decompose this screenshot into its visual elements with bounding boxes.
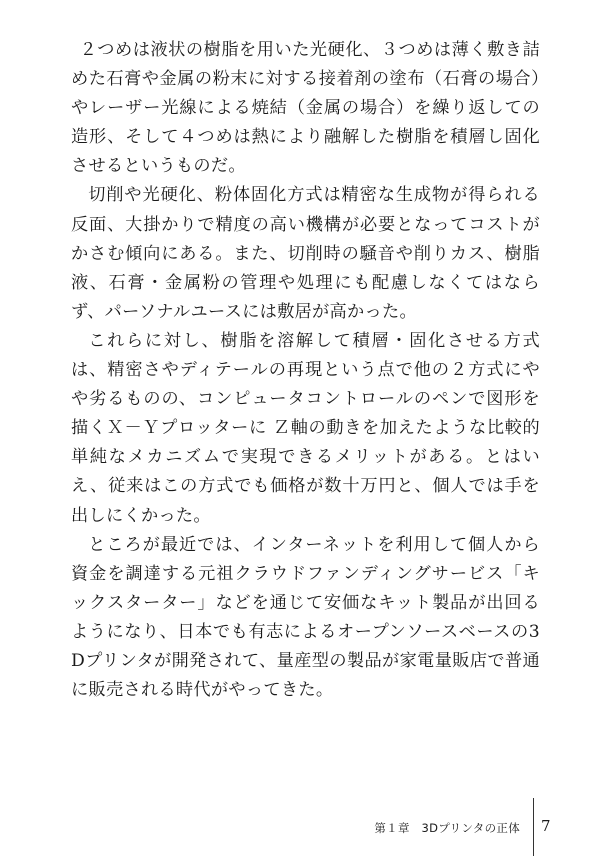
paragraph-1: ２つめは液状の樹脂を用いた光硬化、３つめは薄く敷き詰めた石膏や金属の粉末に対する接着剤の塗布（石膏の場合）やレーザー光線による焼結（金属の場合）を繰り返しての造形、そして４つめは熱により融解した樹脂を積層し固化させるというものだ。 — [71, 40, 540, 177]
running-chapter-title: 第１章 3Dプリンタの正体 — [374, 821, 520, 835]
body-text — [71, 36, 540, 705]
footer-divider — [533, 798, 534, 856]
paragraph-2: 切削や光硬化、粉体固化方式は精密な生成物が得られる反面、大掛かりで精度の高い機構が必要となってコストがかさむ傾向にある。また、切削時の騒音や削りカス、樹脂液、石膏・金属粉の管理や処理にも配慮しなくてはならず、パーソナルユースには敷居が高かった。 — [71, 185, 540, 322]
paragraph-3: これらに対し、樹脂を溶解して積層・固化させる方式は、精密さやディテールの再現という点で他の２方式にやや劣るものの、コンピュータコントロールのペンで図形を描くＸ－Ｙプロッターに Ｚ軸の動きを加えたような比較的単純なメカニズムで実現できるメリットがある。とはいえ、従来はこの方式でも価格が数十万円と、個人では手を出しにくかった。 — [71, 330, 540, 526]
paragraph-4: ところが最近では、インターネットを利用して個人から資金を調達する元祖クラウドファンディングサービス「キックスターター」などを通じて安価なキット製品が出回るようになり、日本でも有志によるオープンソースベースの3Dプリンタが開発されて、量産型の製品が家電量販店で普通に販売される時代がやってきた。 — [71, 534, 540, 701]
page-footer — [0, 790, 600, 860]
page-number: 7 — [541, 817, 551, 835]
